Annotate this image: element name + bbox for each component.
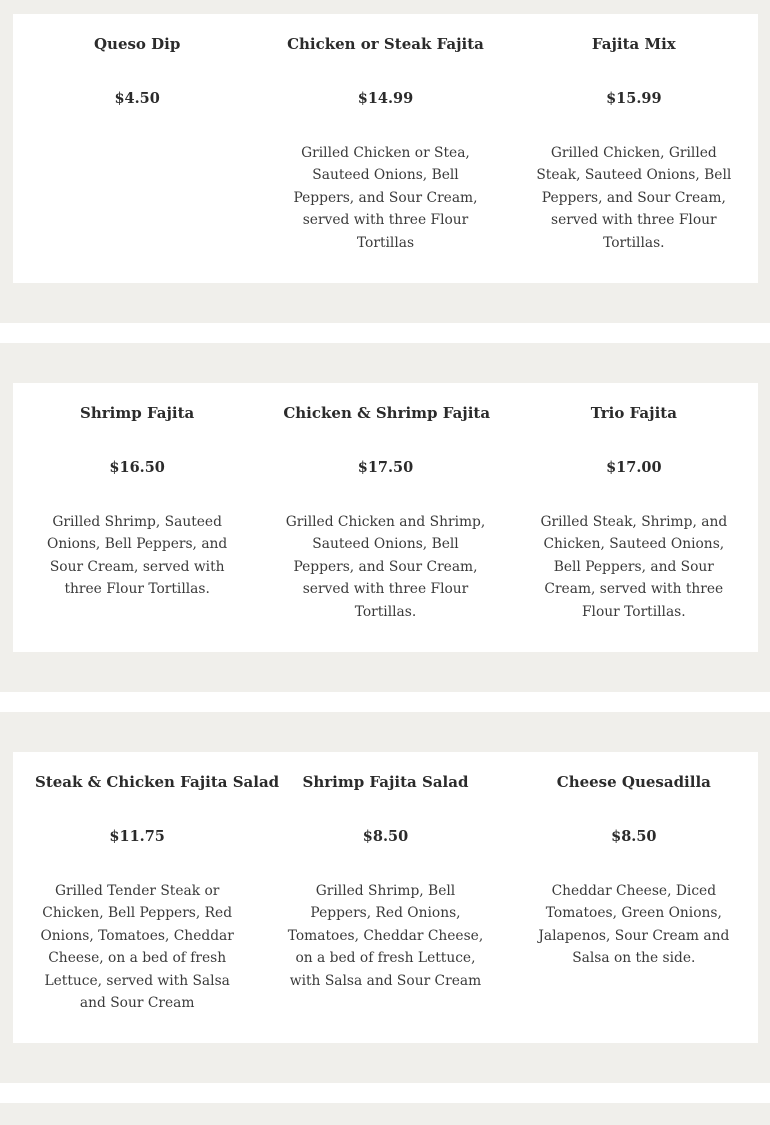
- menu-item: [510, 14, 758, 283]
- menu-item-description: Grilled Shrimp, Sauteed Onions, Bell Peppers, and Sour Cream, served with three Flour Tortillas.: [47, 514, 228, 598]
- menu-section-band: [0, 1103, 770, 1125]
- menu-item-price: $8.50: [362, 828, 409, 845]
- menu-item-name: Trio Fajita: [590, 404, 677, 422]
- menu-item: [261, 752, 509, 1043]
- menu-section-card: [13, 383, 758, 652]
- menu-section-card: [13, 14, 758, 283]
- menu-item: [13, 14, 261, 283]
- menu-item-name: Steak & Chicken Fajita Salad: [35, 773, 280, 791]
- menu-item-price: $16.50: [109, 459, 165, 476]
- menu-item-description: Cheddar Cheese, Diced Tomatoes, Green Onions, Jalapenos, Sour Cream and Salsa on the side.: [538, 883, 730, 967]
- menu-item-price: $14.99: [357, 90, 414, 107]
- menu-item-name: Chicken & Shrimp Fajita: [283, 404, 491, 422]
- menu-item-price: $17.50: [357, 459, 414, 476]
- menu-item-price: $17.00: [606, 459, 662, 476]
- menu-item-description: Grilled Chicken or Stea, Sauteed Onions, Bell Peppers, and Sour Cream, served with three Flour Tortillas: [293, 145, 478, 251]
- menu-item-name: Fajita Mix: [591, 35, 676, 53]
- menu-item: [510, 383, 758, 652]
- menu-item-description: Grilled Tender Steak or Chicken, Bell Peppers, Red Onions, Tomatoes, Cheddar Cheese, on a bed of fresh Lettuce, served with Salsa and Sour Cream: [40, 883, 234, 1012]
- menu-item: [261, 14, 509, 283]
- menu-item-price: $11.75: [109, 828, 165, 845]
- menu-section-card: [13, 752, 758, 1043]
- menu-item-name: Shrimp Fajita: [80, 404, 195, 422]
- menu-item-name: Shrimp Fajita Salad: [302, 773, 469, 791]
- menu-item-description: Grilled Chicken and Shrimp, Sauteed Onions, Bell Peppers, and Sour Cream, served with three Flour Tortillas.: [285, 514, 486, 620]
- menu-item-price: $8.50: [611, 828, 657, 845]
- menu-item-price: $15.99: [606, 90, 662, 107]
- menu-item: [13, 383, 261, 652]
- menu-item-description: Grilled Steak, Shrimp, and Chicken, Sauteed Onions, Bell Peppers, and Sour Cream, served with three Flour Tortillas.: [540, 514, 728, 620]
- menu-item: [261, 383, 509, 652]
- menu-item-price: $4.50: [114, 90, 160, 107]
- menu-item-description: Grilled Chicken, Grilled Steak, Sauteed Onions, Bell Peppers, and Sour Cream, served with three Flour Tortillas.: [536, 145, 732, 251]
- menu-item-description: Grilled Shrimp, Bell Peppers, Red Onions, Tomatoes, Cheddar Cheese, on a bed of fresh Lettuce, with Salsa and Sour Cream: [287, 883, 484, 989]
- menu-item: [510, 752, 758, 1043]
- menu-item: [13, 752, 280, 1043]
- menu-item-name: Chicken or Steak Fajita: [287, 35, 484, 53]
- menu-item-name: Cheese Quesadilla: [556, 773, 711, 791]
- menu-item-name: Queso Dip: [93, 35, 181, 53]
